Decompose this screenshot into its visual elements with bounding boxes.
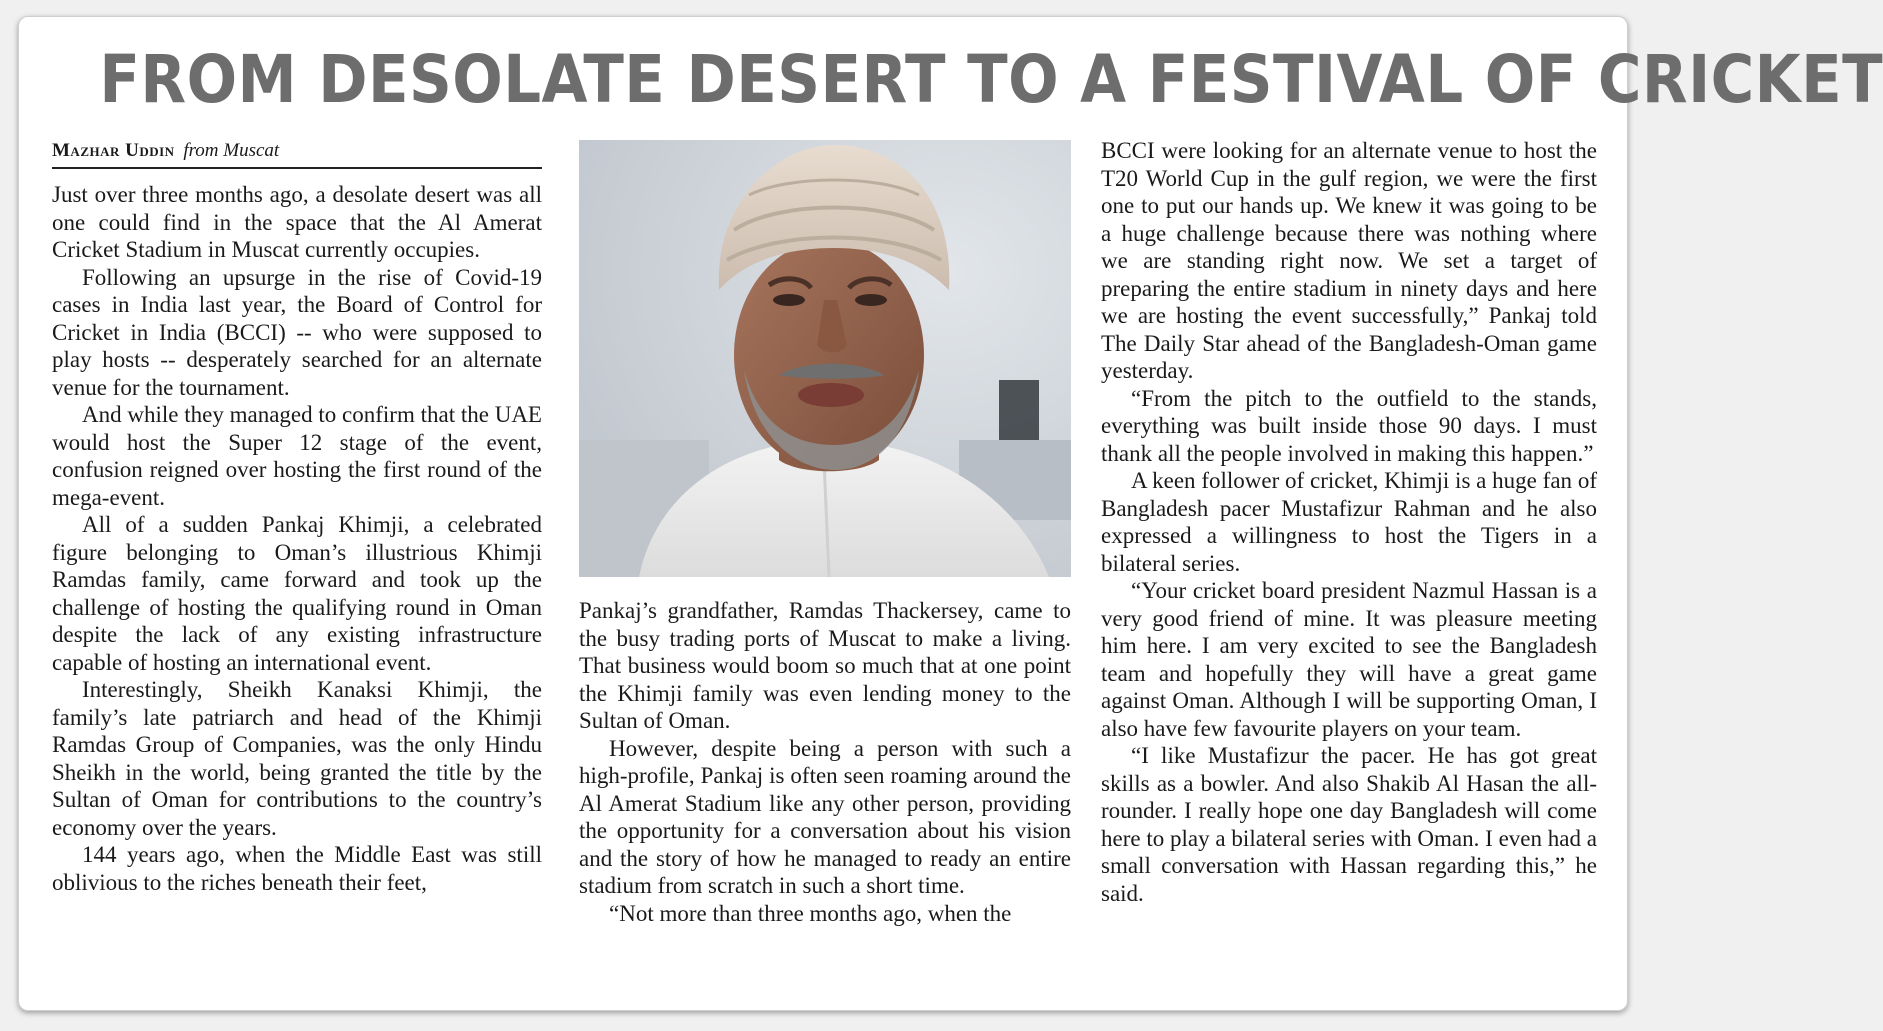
portrait-photo-icon (579, 140, 1071, 577)
paragraph: 144 years ago, when the Middle East was still oblivious to the riches beneath their feet, (52, 842, 542, 895)
article-column-2 (579, 597, 1071, 927)
paragraph: All of a sudden Pankaj Khimji, a celebrated figure belonging to Oman’s illustrious Khimji Ramdas family, came forward and took up the challenge of hosting the qualifying round in Oman despite the lack of any existing infrastructure capable of hosting an international event. (52, 512, 542, 675)
paragraph: A keen follower of cricket, Khimji is a huge fan of Bangladesh pacer Mustafizur Rahman and he also expressed a willingness to host the Tigers in a bilateral series. (1101, 468, 1597, 576)
paragraph: Just over three months ago, a desolate desert was all one could find in the space that the Al Amerat Cricket Stadium in Muscat currently occupies. (52, 182, 542, 262)
paragraph: However, despite being a person with such a high-profile, Pankaj is often seen roaming around the Al Amerat Stadium like any other person, providing the opportunity for a conversation about his vision and the story of how he managed to ready an entire stadium from scratch in such a short time. (579, 735, 1071, 898)
byline-location: from Muscat (183, 140, 280, 161)
paragraph: And while they managed to confirm that the UAE would host the Super 12 stage of the event, confusion reigned over hosting the first round of the mega-event. (52, 402, 542, 510)
portrait-photo (579, 140, 1071, 577)
article-column-1 (52, 181, 542, 896)
paragraph: Following an upsurge in the rise of Covid-19 cases in India last year, the Board of Control for Cricket in India (BCCI) -- who were supposed to play hosts -- desperately searched for an alternate venue for the tournament. (52, 264, 542, 400)
paragraph: “Your cricket board president Nazmul Hassan is a very good friend of mine. It was pleasure meeting him here. I am very excited to see the Bangladesh team and hopefully they will have a great game against Oman. Although I will be supporting Oman, I also have few favourite players on your team. (1101, 578, 1597, 741)
paragraph: “Not more than three months ago, when the (609, 900, 1012, 926)
paragraph: “I like Mustafizur the pacer. He has got great skills as a bowler. And also Shakib Al Hasan the all-rounder. I really hope one day Bangladesh will come here to play a bilateral series with Oman. I even had a small conversation with Hassan regarding this,” he said. (1101, 743, 1597, 906)
paragraph: Pankaj’s grandfather, Ramdas Thackersey, came to the busy trading ports of Muscat to make a living. That business would boom so much that at one point the Khimji family was even lending money to the Sultan of Oman. (579, 598, 1071, 733)
newspaper-clipping (18, 16, 1883, 1011)
paragraph: BCCI were looking for an alternate venue to host the T20 World Cup in the gulf region, we were the first one to put our hands up. We knew it was going to be a huge challenge because there was nothing where we are standing right now. We set a target of preparing the entire stadium in ninety days and here we are hosting the event successfully,” Pankaj told The Daily Star ahead of the Bangladesh-Oman game yesterday. (1101, 138, 1597, 383)
article-column-3 (1101, 137, 1597, 907)
paragraph: “From the pitch to the outfield to the stands, everything was built inside those 90 days. I must thank all the people involved in making this happen.” (1101, 385, 1597, 466)
byline (52, 140, 542, 169)
byline-author: Mazhar Uddin (52, 140, 175, 161)
paragraph: Interestingly, Sheikh Kanaksi Khimji, the family’s late patriarch and head of the Khimji Ramdas Group of Companies, was the only Hindu Sheikh in the world, being granted the title by the Sultan of Oman for contributions to the country’s economy over the years. (52, 677, 542, 840)
headline: FROM DESOLATE DESERT TO A FESTIVAL OF CRICKET (99, 41, 1883, 118)
